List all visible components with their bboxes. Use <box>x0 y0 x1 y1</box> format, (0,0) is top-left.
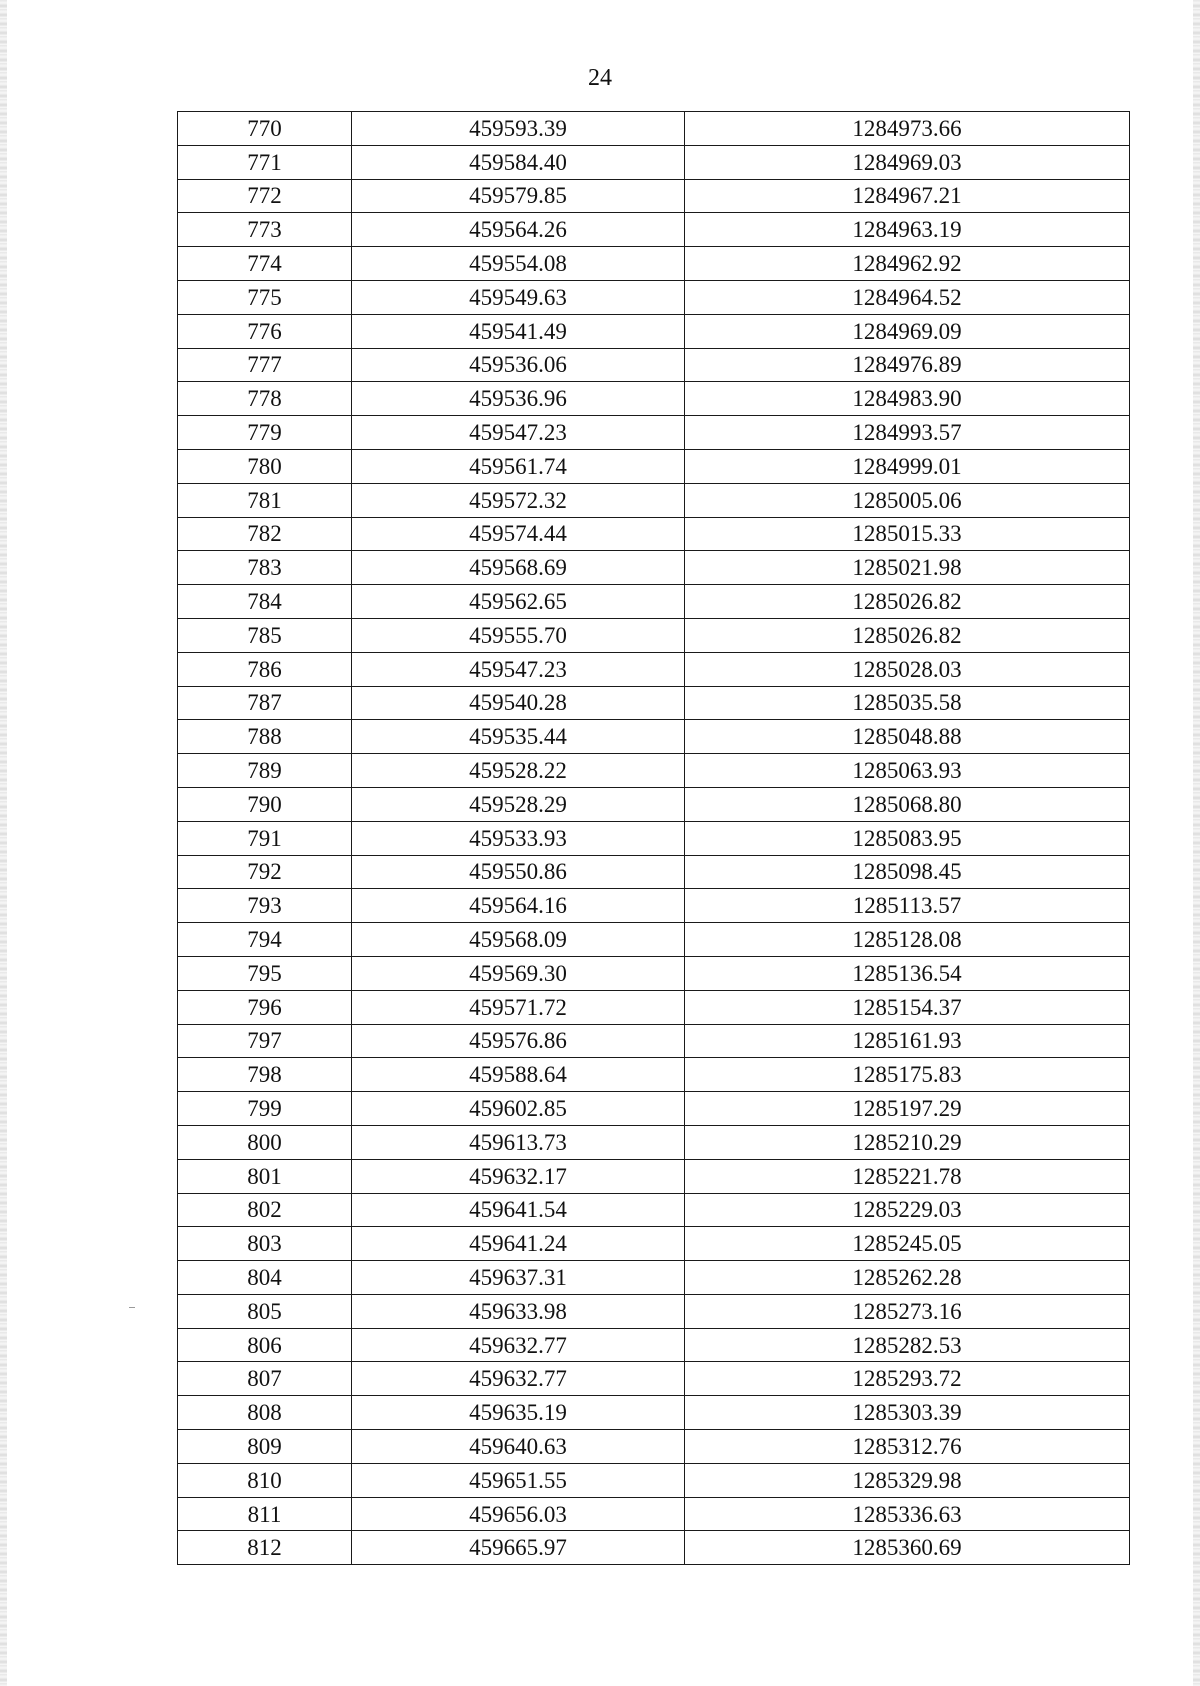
table-row <box>178 1024 1130 1058</box>
table-row <box>178 754 1130 788</box>
point-number-cell: 789 <box>178 754 352 788</box>
table-row <box>178 956 1130 990</box>
y-coordinate-cell: 1284993.57 <box>685 416 1130 450</box>
x-coordinate-cell: 459536.96 <box>352 382 685 416</box>
x-coordinate-cell: 459632.17 <box>352 1159 685 1193</box>
table-row <box>178 382 1130 416</box>
scan-speck <box>129 1307 135 1308</box>
point-number-cell: 778 <box>178 382 352 416</box>
table-row <box>178 990 1130 1024</box>
table-row <box>178 314 1130 348</box>
y-coordinate-cell: 1285028.03 <box>685 652 1130 686</box>
x-coordinate-cell: 459528.22 <box>352 754 685 788</box>
table-row <box>178 686 1130 720</box>
point-number-cell: 770 <box>178 112 352 146</box>
point-number-cell: 785 <box>178 618 352 652</box>
table-row <box>178 1261 1130 1295</box>
point-number-cell: 799 <box>178 1092 352 1126</box>
table-row <box>178 551 1130 585</box>
y-coordinate-cell: 1284983.90 <box>685 382 1130 416</box>
x-coordinate-cell: 459632.77 <box>352 1328 685 1362</box>
table-row <box>178 1497 1130 1531</box>
x-coordinate-cell: 459569.30 <box>352 956 685 990</box>
point-number-cell: 794 <box>178 923 352 957</box>
y-coordinate-cell: 1285293.72 <box>685 1362 1130 1396</box>
point-number-cell: 797 <box>178 1024 352 1058</box>
x-coordinate-cell: 459633.98 <box>352 1294 685 1328</box>
y-coordinate-cell: 1285048.88 <box>685 720 1130 754</box>
point-number-cell: 811 <box>178 1497 352 1531</box>
coordinates-table <box>177 111 1130 1565</box>
x-coordinate-cell: 459635.19 <box>352 1396 685 1430</box>
point-number-cell: 772 <box>178 179 352 213</box>
y-coordinate-cell: 1285329.98 <box>685 1463 1130 1497</box>
x-coordinate-cell: 459571.72 <box>352 990 685 1024</box>
point-number-cell: 809 <box>178 1430 352 1464</box>
y-coordinate-cell: 1285026.82 <box>685 585 1130 619</box>
table-row <box>178 585 1130 619</box>
x-coordinate-cell: 459579.85 <box>352 179 685 213</box>
table-row <box>178 923 1130 957</box>
point-number-cell: 773 <box>178 213 352 247</box>
table-row <box>178 213 1130 247</box>
point-number-cell: 793 <box>178 889 352 923</box>
x-coordinate-cell: 459562.65 <box>352 585 685 619</box>
y-coordinate-cell: 1284969.09 <box>685 314 1130 348</box>
x-coordinate-cell: 459641.24 <box>352 1227 685 1261</box>
point-number-cell: 776 <box>178 314 352 348</box>
table-row <box>178 145 1130 179</box>
table-row <box>178 179 1130 213</box>
table-row <box>178 449 1130 483</box>
x-coordinate-cell: 459641.54 <box>352 1193 685 1227</box>
table-row <box>178 618 1130 652</box>
point-number-cell: 795 <box>178 956 352 990</box>
y-coordinate-cell: 1285113.57 <box>685 889 1130 923</box>
table-row <box>178 112 1130 146</box>
point-number-cell: 810 <box>178 1463 352 1497</box>
table-row <box>178 1396 1130 1430</box>
x-coordinate-cell: 459632.77 <box>352 1362 685 1396</box>
y-coordinate-cell: 1285083.95 <box>685 821 1130 855</box>
x-coordinate-cell: 459564.26 <box>352 213 685 247</box>
point-number-cell: 779 <box>178 416 352 450</box>
x-coordinate-cell: 459540.28 <box>352 686 685 720</box>
x-coordinate-cell: 459528.29 <box>352 787 685 821</box>
x-coordinate-cell: 459574.44 <box>352 517 685 551</box>
table-row <box>178 855 1130 889</box>
x-coordinate-cell: 459554.08 <box>352 247 685 281</box>
y-coordinate-cell: 1284967.21 <box>685 179 1130 213</box>
point-number-cell: 812 <box>178 1531 352 1565</box>
x-coordinate-cell: 459640.63 <box>352 1430 685 1464</box>
point-number-cell: 807 <box>178 1362 352 1396</box>
y-coordinate-cell: 1285154.37 <box>685 990 1130 1024</box>
x-coordinate-cell: 459665.97 <box>352 1531 685 1565</box>
x-coordinate-cell: 459533.93 <box>352 821 685 855</box>
x-coordinate-cell: 459588.64 <box>352 1058 685 1092</box>
point-number-cell: 788 <box>178 720 352 754</box>
table-row <box>178 821 1130 855</box>
x-coordinate-cell: 459593.39 <box>352 112 685 146</box>
y-coordinate-cell: 1285303.39 <box>685 1396 1130 1430</box>
x-coordinate-cell: 459651.55 <box>352 1463 685 1497</box>
table-row <box>178 720 1130 754</box>
scan-edge-right <box>1193 0 1200 1686</box>
point-number-cell: 801 <box>178 1159 352 1193</box>
point-number-cell: 790 <box>178 787 352 821</box>
table-row <box>178 517 1130 551</box>
coordinates-table-body <box>178 112 1130 1565</box>
y-coordinate-cell: 1285197.29 <box>685 1092 1130 1126</box>
table-row <box>178 652 1130 686</box>
x-coordinate-cell: 459549.63 <box>352 280 685 314</box>
y-coordinate-cell: 1285262.28 <box>685 1261 1130 1295</box>
y-coordinate-cell: 1285136.54 <box>685 956 1130 990</box>
table-row <box>178 483 1130 517</box>
y-coordinate-cell: 1285063.93 <box>685 754 1130 788</box>
y-coordinate-cell: 1285021.98 <box>685 551 1130 585</box>
point-number-cell: 798 <box>178 1058 352 1092</box>
point-number-cell: 802 <box>178 1193 352 1227</box>
table-row <box>178 280 1130 314</box>
y-coordinate-cell: 1284976.89 <box>685 348 1130 382</box>
x-coordinate-cell: 459568.69 <box>352 551 685 585</box>
table-row <box>178 1227 1130 1261</box>
x-coordinate-cell: 459564.16 <box>352 889 685 923</box>
y-coordinate-cell: 1285035.58 <box>685 686 1130 720</box>
point-number-cell: 791 <box>178 821 352 855</box>
point-number-cell: 777 <box>178 348 352 382</box>
point-number-cell: 787 <box>178 686 352 720</box>
point-number-cell: 775 <box>178 280 352 314</box>
point-number-cell: 780 <box>178 449 352 483</box>
y-coordinate-cell: 1284964.52 <box>685 280 1130 314</box>
point-number-cell: 774 <box>178 247 352 281</box>
y-coordinate-cell: 1285360.69 <box>685 1531 1130 1565</box>
table-row <box>178 889 1130 923</box>
point-number-cell: 796 <box>178 990 352 1024</box>
table-row <box>178 1328 1130 1362</box>
point-number-cell: 806 <box>178 1328 352 1362</box>
table-row <box>178 1159 1130 1193</box>
x-coordinate-cell: 459550.86 <box>352 855 685 889</box>
y-coordinate-cell: 1285015.33 <box>685 517 1130 551</box>
y-coordinate-cell: 1284963.19 <box>685 213 1130 247</box>
y-coordinate-cell: 1285273.16 <box>685 1294 1130 1328</box>
y-coordinate-cell: 1284969.03 <box>685 145 1130 179</box>
scan-edge-left <box>0 0 7 1686</box>
table-row <box>178 1362 1130 1396</box>
y-coordinate-cell: 1285098.45 <box>685 855 1130 889</box>
x-coordinate-cell: 459576.86 <box>352 1024 685 1058</box>
table-row <box>178 1193 1130 1227</box>
table-row <box>178 1463 1130 1497</box>
point-number-cell: 804 <box>178 1261 352 1295</box>
point-number-cell: 805 <box>178 1294 352 1328</box>
table-row <box>178 1058 1130 1092</box>
y-coordinate-cell: 1285336.63 <box>685 1497 1130 1531</box>
y-coordinate-cell: 1285175.83 <box>685 1058 1130 1092</box>
y-coordinate-cell: 1285245.05 <box>685 1227 1130 1261</box>
y-coordinate-cell: 1285026.82 <box>685 618 1130 652</box>
y-coordinate-cell: 1285128.08 <box>685 923 1130 957</box>
point-number-cell: 781 <box>178 483 352 517</box>
x-coordinate-cell: 459602.85 <box>352 1092 685 1126</box>
x-coordinate-cell: 459536.06 <box>352 348 685 382</box>
y-coordinate-cell: 1285312.76 <box>685 1430 1130 1464</box>
point-number-cell: 808 <box>178 1396 352 1430</box>
point-number-cell: 771 <box>178 145 352 179</box>
x-coordinate-cell: 459547.23 <box>352 416 685 450</box>
table-row <box>178 1531 1130 1565</box>
y-coordinate-cell: 1285068.80 <box>685 787 1130 821</box>
y-coordinate-cell: 1285229.03 <box>685 1193 1130 1227</box>
table-row <box>178 348 1130 382</box>
table-row <box>178 247 1130 281</box>
y-coordinate-cell: 1285210.29 <box>685 1125 1130 1159</box>
y-coordinate-cell: 1284962.92 <box>685 247 1130 281</box>
y-coordinate-cell: 1285282.53 <box>685 1328 1130 1362</box>
page-number: 24 <box>588 65 612 91</box>
x-coordinate-cell: 459568.09 <box>352 923 685 957</box>
point-number-cell: 784 <box>178 585 352 619</box>
x-coordinate-cell: 459656.03 <box>352 1497 685 1531</box>
y-coordinate-cell: 1285221.78 <box>685 1159 1130 1193</box>
x-coordinate-cell: 459561.74 <box>352 449 685 483</box>
y-coordinate-cell: 1284999.01 <box>685 449 1130 483</box>
point-number-cell: 803 <box>178 1227 352 1261</box>
table-row <box>178 1092 1130 1126</box>
y-coordinate-cell: 1285005.06 <box>685 483 1130 517</box>
table-row <box>178 1125 1130 1159</box>
table-row <box>178 1294 1130 1328</box>
x-coordinate-cell: 459541.49 <box>352 314 685 348</box>
y-coordinate-cell: 1285161.93 <box>685 1024 1130 1058</box>
point-number-cell: 800 <box>178 1125 352 1159</box>
x-coordinate-cell: 459584.40 <box>352 145 685 179</box>
x-coordinate-cell: 459547.23 <box>352 652 685 686</box>
x-coordinate-cell: 459535.44 <box>352 720 685 754</box>
point-number-cell: 786 <box>178 652 352 686</box>
table-row <box>178 416 1130 450</box>
y-coordinate-cell: 1284973.66 <box>685 112 1130 146</box>
point-number-cell: 792 <box>178 855 352 889</box>
x-coordinate-cell: 459637.31 <box>352 1261 685 1295</box>
x-coordinate-cell: 459572.32 <box>352 483 685 517</box>
point-number-cell: 783 <box>178 551 352 585</box>
table-row <box>178 787 1130 821</box>
x-coordinate-cell: 459555.70 <box>352 618 685 652</box>
x-coordinate-cell: 459613.73 <box>352 1125 685 1159</box>
point-number-cell: 782 <box>178 517 352 551</box>
table-row <box>178 1430 1130 1464</box>
